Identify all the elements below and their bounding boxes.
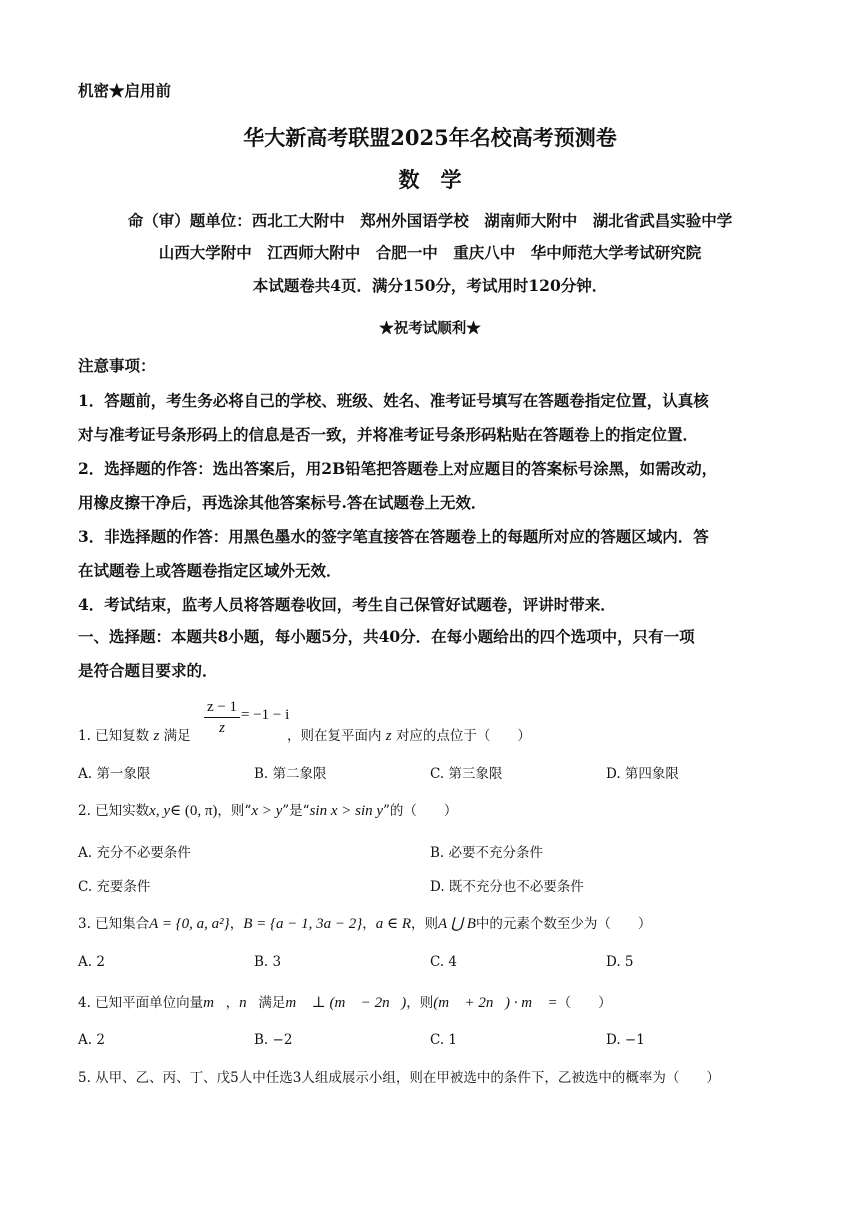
q4-option-b: B. −2 <box>254 1032 293 1048</box>
q1-var-z2: z <box>385 728 392 744</box>
q3-option-b: B. 3 <box>254 954 282 970</box>
q1-satisfy: 满足 <box>163 728 191 744</box>
q2-option-d: D. 既不充分也不必要条件 <box>430 879 584 895</box>
q3-sep1: ， <box>229 916 244 932</box>
authors-line-2: 山西大学附中 江西师大附中 合肥一中 重庆八中 华中师范大学考试研究院 <box>158 243 702 262</box>
note-line: 2．选择题的作答：选出答案后，用2B铅笔把答题卷上对应题目的答案标号涂黑，如需改动， <box>78 459 718 478</box>
notes-title: 注意事项： <box>78 356 156 375</box>
q4-expr: (m⃗ + 2n⃗) · m⃗ = <box>433 995 558 1011</box>
q2-cond2: sin x > sin y <box>309 803 384 819</box>
q3-option-d: D. 5 <box>606 954 634 970</box>
q3-set-a: A = {0, a, a²} <box>149 916 230 932</box>
q4-sep: ， <box>225 995 240 1011</box>
q1-option-a: A. 第一象限 <box>78 766 151 782</box>
q2-suffix: ”的（ ） <box>383 803 458 819</box>
question-5: 5. 从甲、乙、丙、丁、戊5人中任选3人组成展示小组，则在甲被选中的条件下，乙被选中的概率为（ ） <box>78 1070 720 1086</box>
q3-prefix: 3. 已知集合 <box>78 916 150 932</box>
note-line: 在试题卷上或答题卷指定区域外无效． <box>78 561 342 580</box>
exam-info: 本试题卷共4页．满分150分，考试用时120分钟． <box>252 276 608 295</box>
confidential-label: 机密★启用前 <box>78 81 172 100</box>
note-line: 用橡皮擦干净后，再选涂其他答案标号.答在试题卷上无效． <box>78 493 487 512</box>
q4-suffix: （ ） <box>557 995 612 1011</box>
q2-option-a: A. 充分不必要条件 <box>78 845 191 861</box>
q4-option-c: C. 1 <box>430 1032 458 1048</box>
q1-suffix-a: ，则在复平面内 <box>287 728 382 744</box>
q1-option-d: D. 第四象限 <box>606 766 679 782</box>
q3-union: A ⋃ B <box>438 916 476 932</box>
q2-prefix: 2. 已知实数 <box>78 803 150 819</box>
section-heading-line-2: 是符合题目要求的． <box>78 661 218 680</box>
q1-frac-denominator: z <box>219 720 225 736</box>
q1-suffix-b: 对应的点位于（ ） <box>395 728 531 744</box>
exam-title: 华大新高考联盟2025年名校高考预测卷 <box>243 125 617 150</box>
q1-var-z: z <box>153 728 160 744</box>
section-heading-line-1: 一、选择题：本题共8小题，每小题5分，共40分．在每小题给出的四个选项中，只有一项 <box>78 627 695 646</box>
q3-mid: ，则 <box>411 916 438 932</box>
q3-set-b: B = {a − 1, 3a − 2} <box>243 916 363 932</box>
q4-mid: ，则 <box>406 995 434 1011</box>
q1-fraction <box>204 698 240 737</box>
q3-option-c: C. 4 <box>430 954 458 970</box>
q2-mid2: ”是“ <box>282 803 310 819</box>
authors-line-1: 命（审）题单位：西北工大附中 郑州外国语学校 湖南师大附中 湖北省武昌实验中学 <box>127 211 733 230</box>
q2-cond1: x > y <box>251 803 283 819</box>
q3-cond: a ∈ R <box>375 916 411 932</box>
q2-domain: ∈ (0, π) <box>170 803 218 819</box>
q2-vars: x, y <box>149 803 170 819</box>
fraction-bar <box>204 717 240 718</box>
wish-line: ★祝考试顺利★ <box>379 320 481 337</box>
q4-prefix: 4. 已知平面单位向量 <box>78 995 204 1011</box>
q4-cond: m⃗ ⊥ (m⃗ − 2n⃗) <box>285 995 407 1011</box>
q4-vector-m: m⃗ <box>203 995 226 1011</box>
q4-option-a: A. 2 <box>78 1032 105 1048</box>
q1-option-b: B. 第二象限 <box>254 766 327 782</box>
note-line: 3．非选择题的作答：用黑色墨水的签字笔直接答在答题卷上的每题所对应的答题区域内．答 <box>78 527 709 546</box>
q2-mid1: ，则“ <box>217 803 252 819</box>
q3-sep2: ， <box>362 916 376 932</box>
q1-option-c: C. 第三象限 <box>430 766 503 782</box>
note-line: 对与准考证号条形码上的信息是否一致，并将准考证号条形码粘贴在答题卷上的指定位置． <box>78 425 699 444</box>
q4-satisfy: 满足 <box>258 995 286 1011</box>
q1-prefix: 1. 已知复数 <box>78 728 150 744</box>
subject-title: 数 学 <box>398 167 462 192</box>
note-line: 1．答题前，考生务必将自己的学校、班级、姓名、准考证号填写在答题卷指定位置，认真核 <box>78 391 709 410</box>
q1-frac-numerator: z − 1 <box>206 699 238 715</box>
q3-suffix: 中的元素个数至少为（ ） <box>475 916 652 932</box>
q2-option-b: B. 必要不充分条件 <box>430 845 544 861</box>
q3-option-a: A. 2 <box>78 954 105 970</box>
q4-vector-n: n⃗ <box>239 995 259 1011</box>
q2-option-c: C. 充要条件 <box>78 879 151 895</box>
q4-option-d: D. −1 <box>606 1032 645 1048</box>
note-line: 4．考试结束，监考人员将答题卷收回，考生自己保管好试题卷，评讲时带来． <box>78 595 616 614</box>
q1-rhs: = −1 − i <box>241 707 290 723</box>
